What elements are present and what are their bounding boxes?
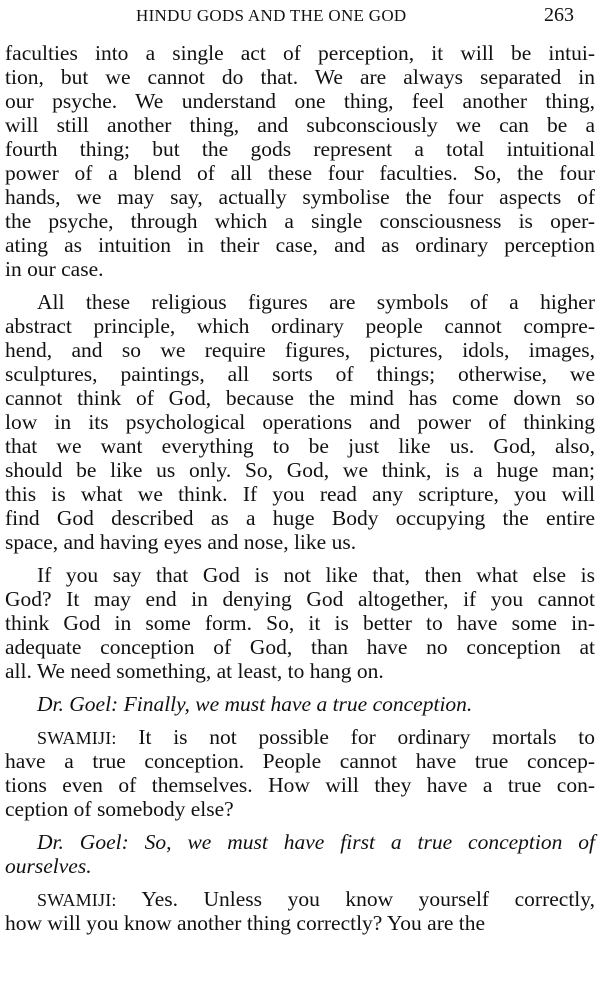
page-number: 263 <box>544 4 574 26</box>
text-line <box>5 887 595 911</box>
paragraph <box>5 563 595 683</box>
text-line: hands, we may say, actually symbolise the four aspects of <box>5 185 595 209</box>
text-line: All these religious figures are symbols of a higher <box>37 290 595 314</box>
paragraph-gap <box>5 878 595 887</box>
running-title: HINDU GODS AND THE ONE GOD <box>136 6 407 25</box>
dialogue-paragraph-swamiji <box>5 887 595 935</box>
text-line: all. We need something, at least, to hang on. <box>5 659 384 683</box>
dialogue-paragraph-swamiji <box>5 725 595 821</box>
text-line: adequate conception of God, than have no conception at <box>5 635 595 659</box>
text-line: that we want everything to be just like us. God, also, <box>5 434 595 458</box>
text-line: space, and having eyes and nose, like us. <box>5 530 357 554</box>
paragraph <box>5 41 595 281</box>
text-line: ating as intuition in their case, and as ordinary perception <box>5 233 595 257</box>
text-line: in our case. <box>5 257 104 281</box>
text-line: power of a blend of all these four faculties. So, the four <box>5 161 595 185</box>
speaker-text: Yes. Unless you know yourself correctly, <box>116 887 595 911</box>
dialogue-paragraph-dr-goel <box>5 692 595 716</box>
text-line: God? It may end in denying God altogether, if you cannot <box>5 587 595 611</box>
speaker-text: It is not possible for ordinary mortals to <box>116 725 595 749</box>
text-line: ception of somebody else? <box>5 797 234 821</box>
text-line: will still another thing, and subconsciously we can be a <box>5 113 595 137</box>
speaker-label: SWAMIJI: <box>37 728 117 748</box>
text-line: the psyche, through which a single consciousness is oper- <box>5 209 595 233</box>
text-line: faculties into a single act of perception, it will be intui- <box>5 41 595 65</box>
text-line: tion, but we cannot do that. We are always separated in <box>5 65 595 89</box>
text-line: ourselves. <box>5 854 92 878</box>
dialogue-paragraph-dr-goel <box>5 830 595 878</box>
text-line: our psyche. We understand one thing, feel another thing, <box>5 89 595 113</box>
running-head <box>6 4 594 32</box>
text-line: find God described as a huge Body occupying the entire <box>5 506 595 530</box>
text-line: low in its psychological operations and power of thinking <box>5 410 595 434</box>
text-line: think God in some form. So, it is better to have some in- <box>5 611 595 635</box>
text-line: If you say that God is not like that, then what else is <box>37 563 595 587</box>
text-line: cannot think of God, because the mind has come down so <box>5 386 595 410</box>
paragraph-gap <box>5 281 595 290</box>
paragraph-gap <box>5 683 595 692</box>
speaker-label: SWAMIJI: <box>37 890 117 910</box>
text-line: Dr. Goel: So, we must have first a true conception of <box>37 830 595 854</box>
text-line: how will you know another thing correctly? You are the <box>5 911 486 935</box>
text-line <box>5 725 595 749</box>
paragraph-gap <box>5 821 595 830</box>
text-line: should be like us only. So, God, we think, is a huge man; <box>5 458 595 482</box>
text-line: this is what we think. If you read any scripture, you will <box>5 482 595 506</box>
text-line: tions even of themselves. How will they have a true con- <box>5 773 595 797</box>
text-line: Dr. Goel: Finally, we must have a true conception. <box>37 692 473 716</box>
text-line: have a true conception. People cannot have true concep- <box>5 749 595 773</box>
paragraph-gap <box>5 716 595 725</box>
text-line: hend, and so we require figures, pictures, idols, images, <box>5 338 595 362</box>
text-line: fourth thing; but the gods represent a total intuitional <box>5 137 595 161</box>
body-text <box>5 41 595 935</box>
text-line: sculptures, paintings, all sorts of things; otherwise, we <box>5 362 595 386</box>
paragraph-gap <box>5 554 595 563</box>
text-line: abstract principle, which ordinary people cannot compre- <box>5 314 595 338</box>
paragraph <box>5 290 595 554</box>
